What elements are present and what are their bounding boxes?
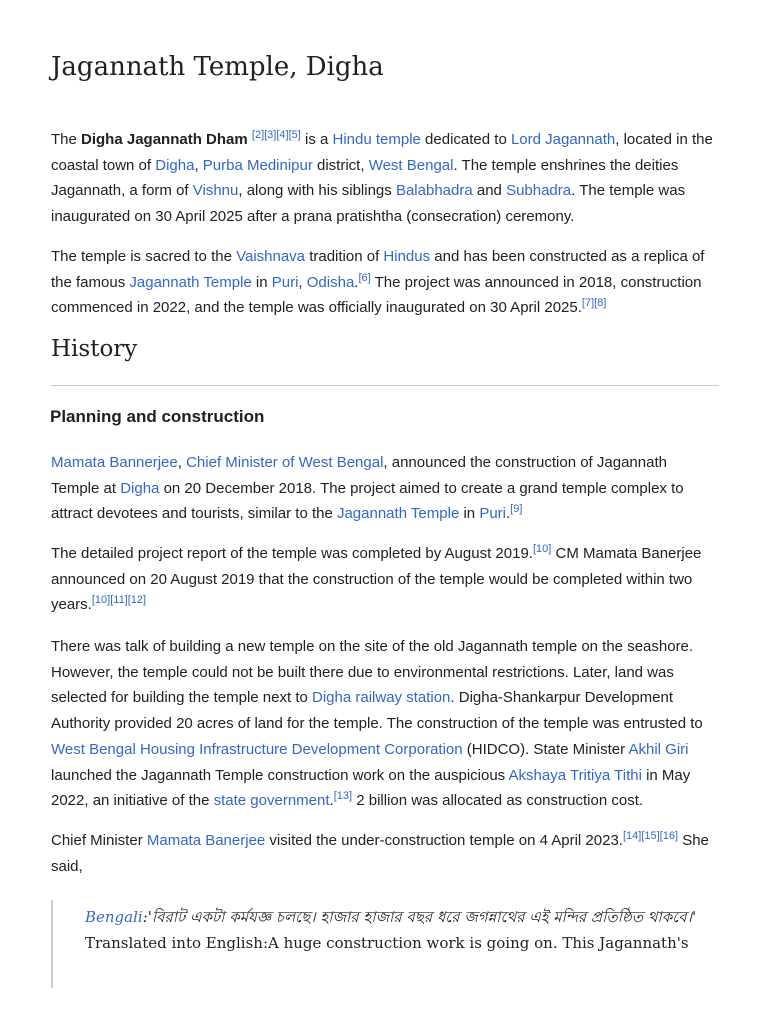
quote-english-line: Translated into English:A huge construction work is going on. This Jagannath's (85, 934, 689, 952)
history-paragraph-4 (51, 828, 719, 879)
text-run: , (194, 156, 203, 174)
text-run: is a (300, 131, 333, 148)
intro-paragraph-1 (51, 127, 719, 230)
citation-link[interactable]: [10][11][12] (91, 594, 147, 607)
text-run: , along with his siblings (238, 182, 396, 200)
text-run: , (177, 454, 187, 471)
text-run: 2 billion was allocated as construction cost. (352, 792, 644, 810)
text-run: . The temple was inaugurated on 30 April 2025 after a prana pratishtha (consecration) ceremony. (51, 182, 686, 226)
text-run: , announced the construction of Jagannath Temple at (51, 454, 667, 497)
wiki-link[interactable]: Jagannath Temple (129, 273, 252, 291)
text-run: . (506, 505, 511, 523)
wiki-link[interactable]: Vaishnava (236, 248, 306, 265)
text-run: The temple is sacred to the (51, 248, 237, 265)
wiki-link[interactable]: Puri (271, 273, 299, 291)
text-run: . (329, 792, 334, 810)
text-run: The project was announced in 2018, construction commenced in 2022, and the temple was officially inaugurated on 30 April 2025. (51, 273, 702, 317)
intro-paragraph-2 (51, 244, 719, 321)
wiki-link[interactable]: Jagannath Temple (336, 505, 460, 523)
text-run: There was talk of building a new temple on the site of the old Jagannath temple on the seashore. However, the temple could not be built there due to environmental restrictions. Later, land was selected for building the temple next to (51, 638, 694, 707)
text-run: visited the under-construction temple on 4 April 2023. (265, 832, 623, 849)
text-run: in (251, 273, 272, 291)
text-run: Chief Minister (51, 832, 147, 849)
text-run: CM Mamata Banerjee announced on 20 August 2019 that the construction of the temple would be completed within two years. (51, 545, 702, 614)
quote-bengali-text: :'বিরাট একটা কর্মযজ্ঞ চলছে। হাজার হাজার বছর ধরে জগন্নাথের এই মন্দির প্রতিষ্ঠিত থাকবে।' (142, 908, 697, 926)
wiki-link[interactable]: Purba Medinipur (202, 156, 313, 174)
text-run: (HIDCO). State Minister (462, 740, 629, 758)
citation-link[interactable]: [9] (510, 503, 523, 516)
text-run: on 20 December 2018. The project aimed to create a grand temple complex to attract devotees and tourists, similar to the (51, 479, 684, 523)
text-run: The detailed project report of the temple was completed by August 2019. (51, 545, 533, 562)
citation-link[interactable]: [10] (532, 543, 552, 555)
history-paragraph-1 (51, 450, 719, 527)
text-run: district, (312, 156, 369, 174)
citation-link[interactable]: [14][15][16] (622, 830, 679, 842)
text-run: She said, (51, 832, 709, 875)
wiki-link[interactable]: Balabhadra (395, 182, 473, 200)
text-run: tradition of (305, 248, 384, 265)
text-run: launched the Jagannath Temple construction work on the auspicious (51, 766, 509, 784)
history-paragraph-2 (51, 541, 719, 618)
wiki-link[interactable]: Lord Jagannath (510, 131, 616, 148)
wiki-link[interactable]: Chief Minister of West Bengal (186, 454, 384, 471)
wiki-link[interactable]: West Bengal Housing Infrastructure Development Corporation (51, 740, 463, 758)
text-run: The (51, 131, 82, 148)
section-divider (51, 385, 719, 386)
wiki-link[interactable]: Mamata Banerjee (146, 832, 266, 849)
wiki-link[interactable]: Digha railway station (312, 689, 451, 707)
citation-link[interactable]: [7][8] (581, 297, 607, 310)
wiki-link[interactable]: state government (213, 792, 330, 810)
wiki-link[interactable]: Digha (155, 156, 195, 174)
section-heading-history: History (51, 336, 138, 362)
wiki-link[interactable]: Odisha (306, 273, 355, 291)
subsection-heading-planning: Planning and construction (50, 407, 265, 426)
text-run: and (472, 182, 507, 200)
wiki-link[interactable]: West Bengal (368, 156, 454, 174)
text-run: , located in the coastal town of (51, 131, 713, 174)
wiki-link[interactable]: Mamata Bannerjee (51, 454, 178, 471)
text-run: and has been constructed as a replica of the famous (51, 248, 705, 291)
text-run: , (298, 273, 307, 291)
citation-link[interactable]: [2][3][4][5] (251, 129, 301, 141)
wiki-link[interactable]: Akhil Giri (628, 740, 689, 758)
wiki-link[interactable]: Digha (120, 479, 160, 497)
wiki-link[interactable]: Puri (479, 505, 506, 523)
text-run: in (459, 505, 480, 523)
text-run: . The temple enshrines the deities Jagannath, a form of (51, 156, 679, 200)
blockquote (51, 900, 721, 988)
wiki-link[interactable]: Subhadra (506, 182, 572, 200)
wiki-link[interactable]: Hindus (383, 248, 431, 265)
history-paragraph-3 (51, 634, 719, 814)
bengali-language-link[interactable]: Bengali (85, 908, 143, 926)
text-run: . (354, 273, 359, 291)
wiki-link[interactable]: Vishnu (192, 182, 239, 200)
citation-link[interactable]: [13] (333, 790, 353, 803)
quote-bengali-line (85, 904, 721, 930)
wiki-link[interactable]: Hindu temple (332, 131, 421, 148)
citation-link[interactable]: [6] (358, 271, 371, 284)
text-run: . Digha-Shankarpur Development Authority provided 20 acres of land for the temple. The construction of the temple was entrusted to (51, 689, 703, 733)
text-run: dedicated to (420, 131, 511, 148)
page-title: Jagannath Temple, Digha (51, 52, 384, 82)
wiki-link[interactable]: Akshaya Tritiya Tithi (508, 766, 642, 784)
text-run: in May 2022, an initiative of the (51, 766, 691, 810)
bold-term: Digha Jagannath Dham (81, 131, 248, 148)
